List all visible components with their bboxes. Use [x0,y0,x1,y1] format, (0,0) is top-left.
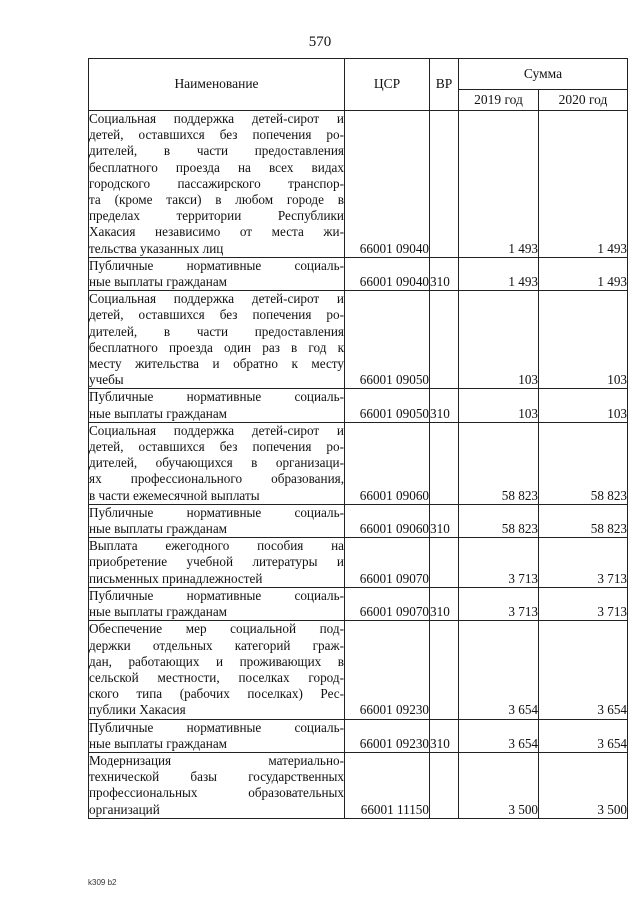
row-name-line: публики Хакасия [89,702,186,718]
row-value-2019: 3 654 [459,719,539,752]
row-name-line: пределах территории Республики [89,208,344,224]
row-csr: 66001 09060 [345,422,430,504]
row-value-2020: 58 823 [539,504,628,537]
table-row [89,719,628,752]
row-name-line: бесплатного проезда на всех видах [89,159,344,175]
row-value-2020: 3 654 [539,621,628,719]
row-csr: 66001 09050 [345,389,430,422]
table-row [89,587,628,620]
row-name-line: дителей, в части предоставления [89,143,344,159]
row-vr: 310 [430,504,459,537]
row-value-2019: 58 823 [459,504,539,537]
row-csr: 66001 09070 [345,538,430,588]
table-row [89,257,628,290]
row-name-line: та (кроме такси) в любом городе в [89,192,344,208]
row-name-line: детей, оставшихся без попечения ро- [89,439,344,455]
row-value-2020: 1 493 [539,257,628,290]
row-value-2019: 103 [459,291,539,389]
row-name-line: ные выплаты гражданам [89,735,228,751]
row-name-line: приобретение учебной литературы и [89,554,344,570]
row-value-2019: 3 654 [459,621,539,719]
row-name-line: детей, оставшихся без попечения ро- [89,307,344,323]
row-name-line: держки отдельных категорий граж- [89,637,344,653]
table-row [89,504,628,537]
row-name-line: месту жительства и обратно к месту [89,356,344,372]
row-csr: 66001 09230 [345,719,430,752]
table-row [89,752,628,818]
row-csr: 66001 09040 [345,111,430,258]
row-name-line: ные выплаты гражданам [89,604,228,620]
row-name-line: в части ежемесячной выплаты [89,487,260,503]
row-value-2020: 3 500 [539,752,628,818]
page-number: 570 [308,34,332,50]
row-name-line: ях профессионального образования, [89,471,344,487]
row-csr: 66001 09040 [345,257,430,290]
row-vr: 310 [430,587,459,620]
row-csr: 66001 09050 [345,291,430,389]
row-csr: 66001 09230 [345,621,430,719]
row-name-line: ные выплаты гражданам [89,274,228,290]
row-value-2020: 1 493 [539,111,628,258]
row-name [89,587,345,620]
row-value-2020: 103 [539,291,628,389]
row-name-line: Публичные нормативные социаль- [89,504,344,520]
row-name-line: Хакасия независимо от места жи- [89,224,344,240]
row-name [89,504,345,537]
row-name-line: ского типа (рабочих поселках) Рес- [89,686,344,702]
budget-table [88,58,628,819]
row-value-2020: 3 654 [539,719,628,752]
row-name-line: сельской местности, поселках город- [89,669,344,685]
row-name [89,291,345,389]
row-name-line: организаций [89,801,160,817]
row-value-2019: 1 493 [459,257,539,290]
row-name-line: Социальная поддержка детей-сирот и [89,422,344,438]
row-vr [430,621,459,719]
row-csr: 66001 11150 [345,752,430,818]
row-vr [430,752,459,818]
row-value-2019: 58 823 [459,422,539,504]
row-name-line: письменных принадлежностей [89,570,263,586]
row-name-line: Публичные нормативные социаль- [89,587,344,603]
row-name-line: Обеспечение мер социальной под- [89,621,344,637]
row-name-line: Модернизация материально- [89,752,344,768]
row-name-line: технической базы государственных [89,769,344,785]
row-value-2020: 103 [539,389,628,422]
row-name [89,257,345,290]
row-name-line: профессиональных образовательных [89,785,344,801]
header-vr: ВР [430,59,459,111]
row-value-2019: 3 713 [459,538,539,588]
row-vr [430,291,459,389]
row-name [89,422,345,504]
row-vr: 310 [430,257,459,290]
row-vr: 310 [430,719,459,752]
table-row [89,538,628,588]
row-name [89,111,345,258]
row-csr: 66001 09060 [345,504,430,537]
row-name-line: ные выплаты гражданам [89,521,228,537]
row-name-line: городского пассажирского транспор- [89,175,344,191]
row-vr [430,111,459,258]
footer-code: k309 b2 [88,878,117,887]
row-value-2019: 103 [459,389,539,422]
table-row [89,621,628,719]
row-vr: 310 [430,389,459,422]
row-value-2020: 58 823 [539,422,628,504]
row-value-2019: 1 493 [459,111,539,258]
row-name-line: детей, оставшихся без попечения ро- [89,127,344,143]
row-name-line: дителей, в части предоставления [89,323,344,339]
table-row [89,291,628,389]
row-name-line: учебы [89,372,124,388]
row-value-2020: 3 713 [539,587,628,620]
row-vr [430,538,459,588]
row-name [89,389,345,422]
header-year-2019: 2019 год [459,90,539,111]
table-body [89,111,628,819]
row-value-2019: 3 500 [459,752,539,818]
header-csr: ЦСР [345,59,430,111]
row-csr: 66001 09070 [345,587,430,620]
row-name-line: тельства указанных лиц [89,240,224,256]
row-value-2019: 3 713 [459,587,539,620]
row-name-line: Публичные нормативные социаль- [89,719,344,735]
header-name: Наименование [89,59,345,111]
row-name [89,719,345,752]
row-name [89,752,345,818]
row-name-line: Публичные нормативные социаль- [89,257,344,273]
table-row [89,389,628,422]
row-name [89,621,345,719]
table-row [89,422,628,504]
row-name-line: дан, работающих и проживающих в [89,653,344,669]
row-name-line: Социальная поддержка детей-сирот и [89,111,344,126]
row-name-line: Публичные нормативные социаль- [89,389,344,405]
row-vr [430,422,459,504]
table-header [89,59,628,111]
row-name [89,538,345,588]
row-value-2020: 3 713 [539,538,628,588]
row-name-line: Выплата ежегодного пособия на [89,538,344,554]
row-name-line: ные выплаты гражданам [89,405,228,421]
table-row [89,111,628,258]
header-sum: Сумма [459,59,628,90]
row-name-line: дителей, обучающихся в организаци- [89,455,344,471]
header-year-2020: 2020 год [539,90,628,111]
row-name-line: Социальная поддержка детей-сирот и [89,291,344,307]
row-name-line: бесплатного проезда один раз в год к [89,339,344,355]
